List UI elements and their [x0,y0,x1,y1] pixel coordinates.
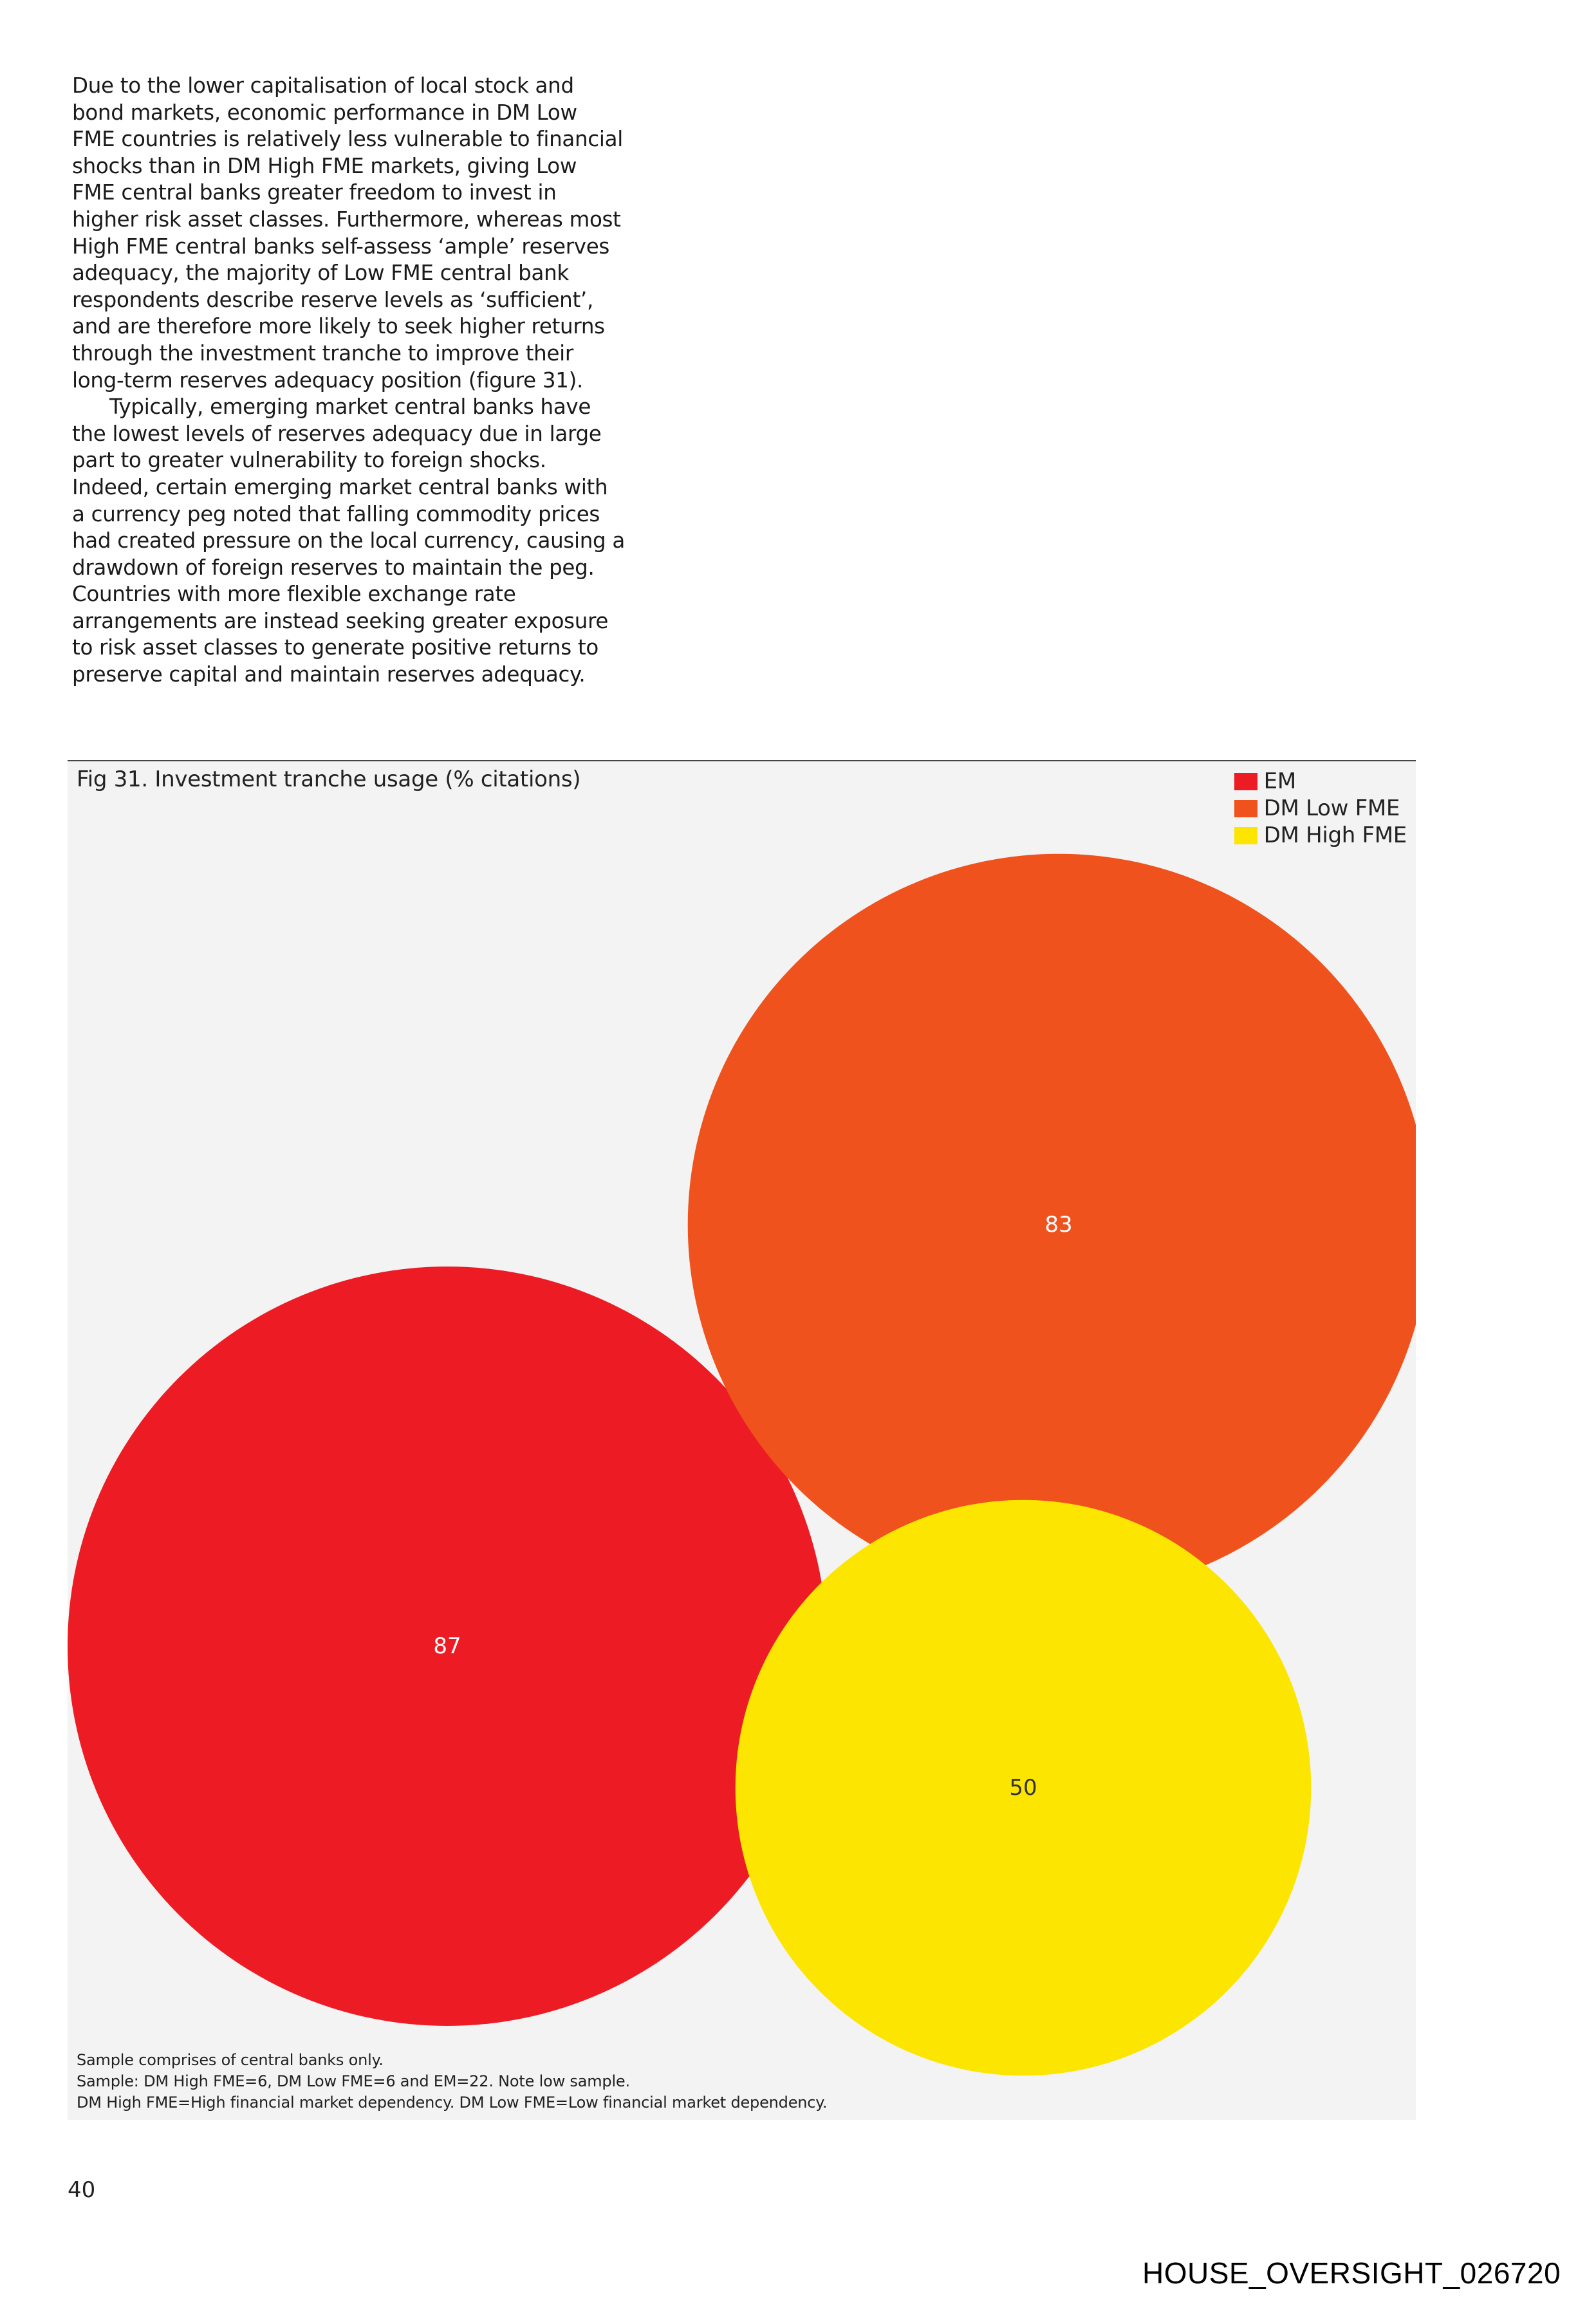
figure-note-1: Sample comprises of central banks only. [77,2051,384,2069]
figure-panel [68,760,1416,2120]
legend-label-dm-high-fme: DM High FME [1263,822,1407,848]
document-id: HOUSE_OVERSIGHT_026720 [1142,2256,1561,2290]
body-paragraph-2: Typically, emerging market central banks have the lowest levels of reserves adequacy due in large part to greater vulnerability to foreign shocks. Indeed, certain emerging market central banks with a currency peg noted that falling commodity prices had created pressure on the local currency, causing a drawdown of foreign reserves to maintain the peg. Countries with more flexible exchange rate arrangements are instead seeking greater exposure to risk asset classes to generate positive returns to preserve capital and maintain reserves adequacy. [72,394,626,687]
body-text [72,73,626,689]
bubble-value-dm-low-fme: 83 [1044,1212,1073,1238]
legend-label-em: EM [1263,768,1296,794]
figure-note-2: Sample: DM High FME=6, DM Low FME=6 and EM=22. Note low sample. [77,2072,630,2090]
bubble-chart [68,761,1416,2120]
body-paragraph-1: Due to the lower capitalisation of local stock and bond markets, economic performance in DM Low FME countries is relatively less vulnerable to financial shocks than in DM High FME markets, giving Low FME central banks greater freedom to invest in higher risk asset classes. Furthermore, whereas most High FME central banks self-assess ‘ample’ reserves adequacy, the majority of Low FME central bank respondents describe reserve levels as ‘sufficient’, and are therefore more likely to seek higher returns through the investment tranche to improve their long-term reserves adequacy position (figure 31). [72,73,623,393]
bubble-value-em: 87 [433,1633,461,1659]
figure-notes [77,2050,827,2113]
bubble-value-dm-high-fme: 50 [1009,1775,1037,1801]
figure-note-3: DM High FME=High financial market dependency. DM Low FME=Low financial market dependency. [77,2093,828,2112]
legend-label-dm-low-fme: DM Low FME [1263,795,1400,821]
figure-title: Fig 31. Investment tranche usage (% citations) [77,766,581,792]
page-number: 40 [68,2177,96,2203]
